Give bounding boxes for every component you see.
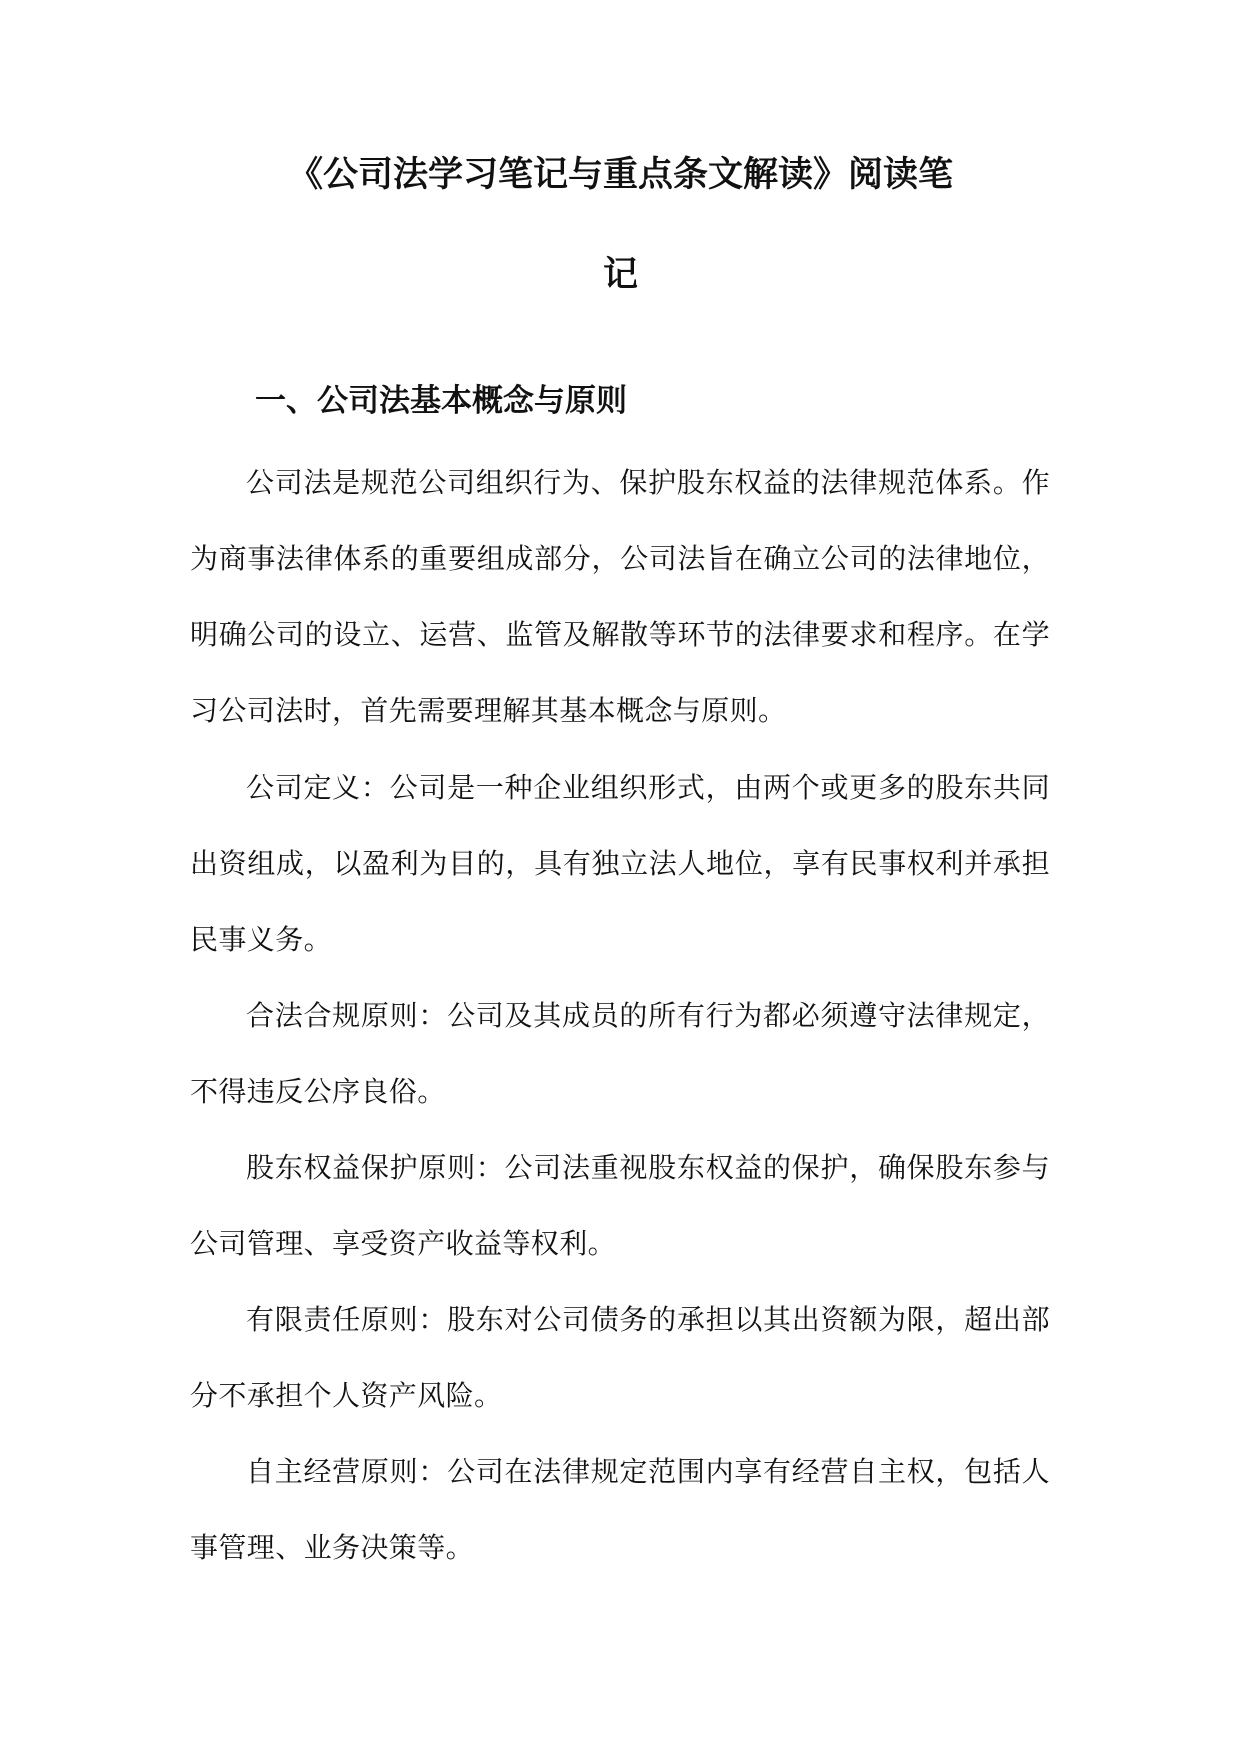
section-heading: 一、公司法基本概念与原则	[255, 383, 627, 419]
paragraph-compliance-principle: 合法合规原则：公司及其成员的所有行为都必须遵守法律规定，不得违反公序良俗。	[190, 999, 1050, 1108]
paragraph-autonomous-operation-principle: 自主经营原则：公司在法律规定范围内享有经营自主权，包括人事管理、业务决策等。	[190, 1455, 1050, 1564]
paragraph-shareholder-rights-principle: 股东权益保护原则：公司法重视股东权益的保护，确保股东参与公司管理、享受资产收益等权利。	[190, 1151, 1050, 1260]
document-title-line-1: 《公司法学习笔记与重点条文解读》阅读笔	[287, 155, 953, 195]
document-title-line-2: 记	[602, 255, 638, 295]
paragraph-intro: 公司法是规范公司组织行为、保护股东权益的法律规范体系。作为商事法律体系的重要组成部分，公司法旨在确立公司的法律地位，明确公司的设立、运营、监管及解散等环节的法律要求和程序。在学习公司法时，首先需要理解其基本概念与原则。	[190, 466, 1050, 727]
paragraph-limited-liability-principle: 有限责任原则：股东对公司债务的承担以其出资额为限，超出部分不承担个人资产风险。	[190, 1303, 1050, 1412]
paragraph-company-definition: 公司定义：公司是一种企业组织形式，由两个或更多的股东共同出资组成，以盈利为目的，具有独立法人地位，享有民事权利并承担民事义务。	[190, 771, 1050, 956]
